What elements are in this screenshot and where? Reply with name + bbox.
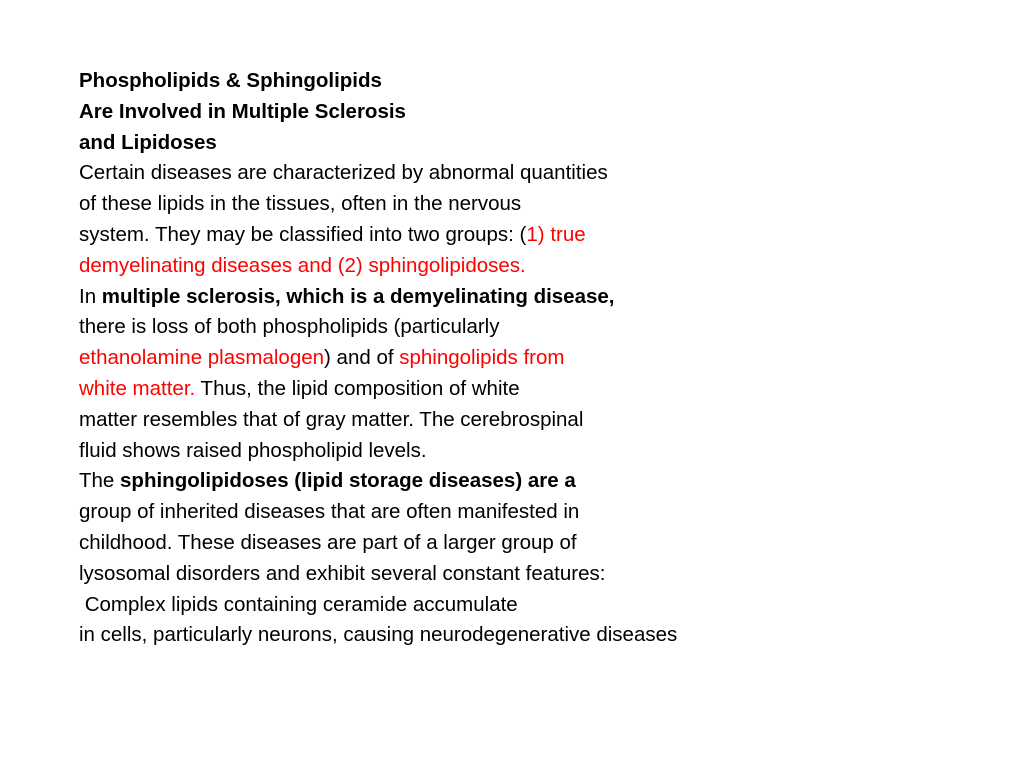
- body-line-8: [79, 282, 979, 313]
- body-line-19: in cells, particularly neurons, causing neurodegenerative diseases: [79, 623, 678, 647]
- body-line-13: fluid shows raised phospholipid levels.: [79, 438, 427, 462]
- body-line-6-text: system. They may be classified into two groups: (: [79, 222, 527, 246]
- title-line-2: Are Involved in Multiple Sclerosis: [79, 99, 406, 123]
- highlight-ethanolamine-plasmalogen: ethanolamine plasmalogen: [79, 346, 325, 370]
- body-line-4: Certain diseases are characterized by abnormal quantities: [79, 161, 608, 185]
- title-line-3: and Lipidoses: [79, 130, 217, 154]
- body-line-14: [79, 466, 979, 497]
- body-line-12: matter resembles that of gray matter. The cerebrospinal: [79, 407, 584, 431]
- body-line-10-middle: ) and of: [324, 346, 400, 370]
- body-line-11: [79, 374, 979, 405]
- body-line-6: [79, 220, 979, 251]
- bold-multiple-sclerosis: multiple sclerosis, which is a demyelinating disease,: [101, 284, 615, 308]
- body-line-15: group of inherited diseases that are often manifested in: [79, 500, 580, 524]
- highlight-sphingolipids-from: sphingolipids from: [399, 346, 565, 370]
- body-line-17: lysosomal disorders and exhibit several constant features:: [79, 561, 606, 585]
- body-line-10: [79, 343, 979, 374]
- body-line-11-rest: Thus, the lipid composition of white: [195, 376, 520, 400]
- highlight-demyelinating-groups: demyelinating diseases and (2) sphingolipidoses.: [79, 253, 526, 277]
- title-line-1: Phospholipids & Sphingolipids: [79, 69, 382, 92]
- highlight-true-group: 1) true: [526, 222, 586, 246]
- body-line-16: childhood. These diseases are part of a larger group of: [79, 530, 577, 554]
- bold-sphingolipidoses: sphingolipidoses (lipid storage diseases) are a: [120, 469, 576, 493]
- body-line-14-prefix: The: [79, 469, 121, 493]
- highlight-white-matter: white matter.: [79, 376, 196, 400]
- body-line-8-prefix: In: [79, 284, 102, 308]
- body-line-5: of these lipids in the tissues, often in the nervous: [79, 192, 522, 216]
- body-line-9: there is loss of both phospholipids (particularly: [79, 315, 500, 339]
- slide-text-block: [79, 66, 979, 651]
- body-line-18: Complex lipids containing ceramide accumulate: [79, 592, 518, 616]
